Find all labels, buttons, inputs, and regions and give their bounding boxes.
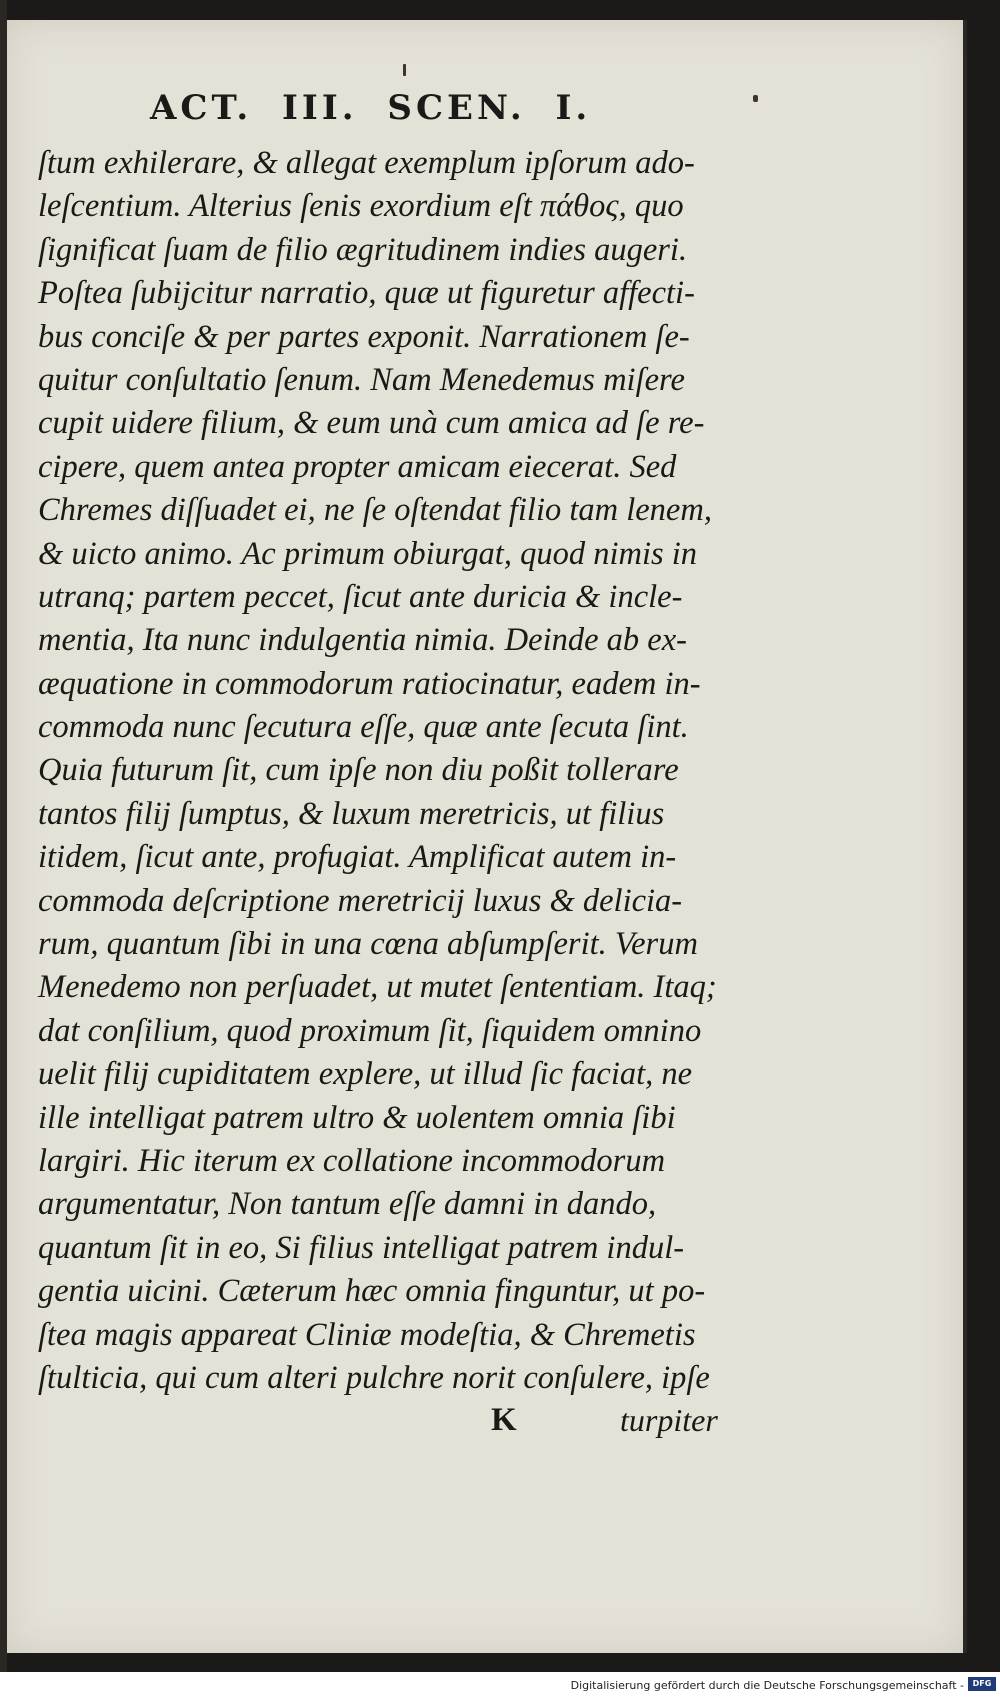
text-line: ſignificat ſuam de filio ægritudinem indies augeri. xyxy=(38,231,688,268)
text-line: commoda nunc ſecutura eſſe, quæ ante ſecuta ſint. xyxy=(38,709,689,746)
credit-text: Digitalisierung gefördert durch die Deutsche Forschungsgemeinschaft - xyxy=(570,1679,964,1692)
text-line: ille intelligat patrem ultro & uolentem omnia ſibi xyxy=(38,1099,676,1136)
scan-border xyxy=(0,0,7,1697)
text-line: Menedemo non perſuadet, ut mutet ſententiam. Itaq; xyxy=(38,969,717,1006)
text-line: largiri. Hic iterum ex collatione incommodorum xyxy=(38,1142,666,1179)
text-line: itidem, ſicut ante, profugiat. Amplificat autem in- xyxy=(38,839,677,876)
text-line: Quia futurum ſit, cum ipſe non diu poßit tollerare xyxy=(38,752,679,789)
text-line: cupit uidere filium, & eum unà cum amica ad ſe re- xyxy=(38,405,705,442)
text-line: mentia, Ita nunc indulgentia nimia. Deinde ab ex- xyxy=(38,622,687,659)
text-line: ſtea magis appareat Cliniæ modeſtia, & Chremetis xyxy=(38,1316,696,1353)
dfg-logo: DFG xyxy=(968,1677,996,1691)
text-line: uelit filij cupiditatem explere, ut illud ſic faciat, ne xyxy=(38,1056,693,1093)
page-footer xyxy=(38,1402,758,1446)
signature-mark: K xyxy=(491,1402,517,1438)
text-line: Poſtea ſubijcitur narratio, quæ ut figuretur affecti- xyxy=(38,275,695,312)
catchword: turpiter xyxy=(620,1402,718,1438)
body-text xyxy=(38,142,758,1400)
running-head: ACT. III. SCEN. I. xyxy=(150,88,592,128)
text-line: tantos filij ſumptus, & luxum meretricis, ut filius xyxy=(38,795,665,832)
text-line: cipere, quem antea propter amicam eiecerat. Sed xyxy=(38,448,677,485)
text-line: argumentatur, Non tantum eſſe damni in dando, xyxy=(38,1186,657,1223)
text-line: & uicto animo. Ac primum obiurgat, quod nimis in xyxy=(38,535,698,572)
text-line: bus conciſe & per partes exponit. Narrationem ſe- xyxy=(38,318,690,355)
ink-mark xyxy=(403,64,406,76)
text-line: rum, quantum ſibi in una cœna abſumpſerit. Verum xyxy=(38,926,698,963)
text-line: ſtum exhilerare, & allegat exemplum ipſorum ado- xyxy=(38,145,695,181)
text-line: quitur conſultatio ſenum. Nam Menedemus miſere xyxy=(38,361,685,398)
text-line: Chremes diſſuadet ei, ne ſe oſtendat filio tam lenem, xyxy=(38,492,712,529)
text-line: ſtulticia, qui cum alteri pulchre norit conſulere, ipſe xyxy=(38,1359,710,1396)
text-line: leſcentium. Alterius ſenis exordium eſt πάθος, quo xyxy=(38,188,684,225)
text-line: dat conſilium, quod proximum ſit, ſiquidem omnino xyxy=(38,1012,702,1049)
text-line: utranq; partem peccet, ſicut ante duricia & incle- xyxy=(38,578,683,615)
text-line: commoda deſcriptione meretricij luxus & delicia- xyxy=(38,882,683,919)
text-line: gentia uicini. Cæterum hæc omnia finguntur, ut po- xyxy=(38,1273,706,1310)
text-line: quantum ſit in eo, Si filius intelligat patrem indul- xyxy=(38,1229,685,1266)
text-line: æquatione in commodorum ratiocinatur, eadem in- xyxy=(38,665,701,702)
